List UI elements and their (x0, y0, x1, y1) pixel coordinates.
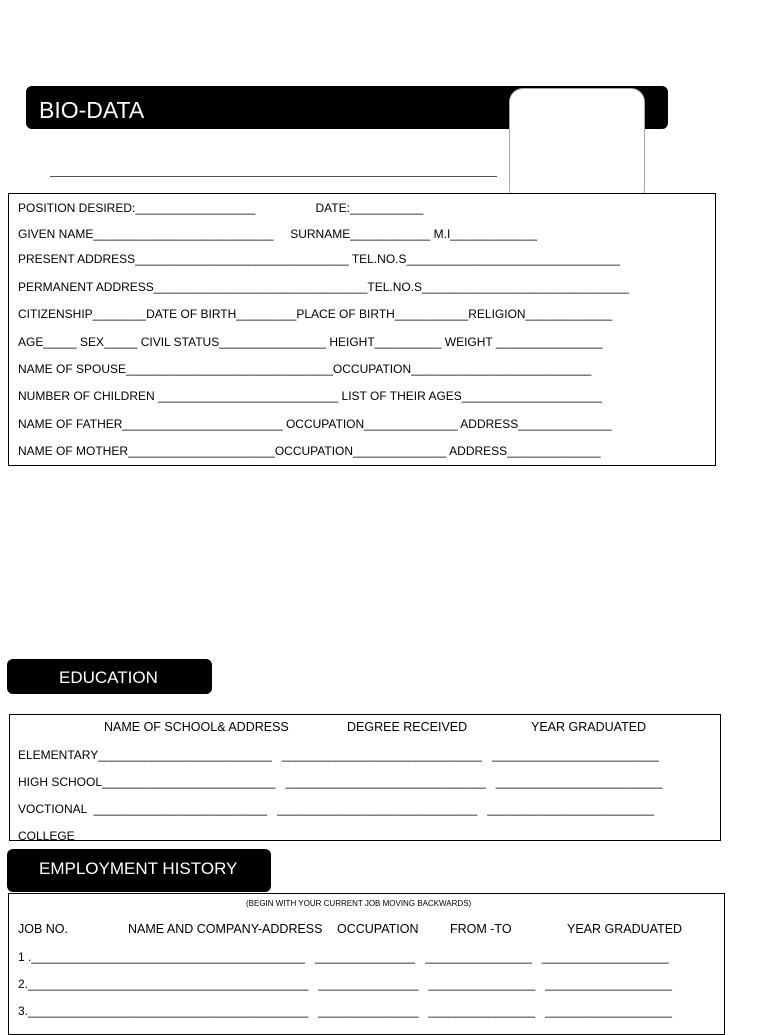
mother-row[interactable]: NAME OF MOTHER______________________OCCUPATION______________ ADDRESS______________ (18, 444, 601, 458)
job-row-2[interactable]: 2.__________________________________________ _______________ ________________ ___________________ (18, 977, 673, 991)
year-graduated-header: YEAR GRADUATED (567, 922, 683, 936)
school-header: NAME OF SCHOOL& ADDRESS (104, 720, 289, 734)
job-row-1[interactable]: 1 ._________________________________________ _______________ ________________ ___________________ (18, 950, 669, 964)
citizenship-row[interactable]: CITIZENSHIP________DATE OF BIRTH_________PLACE OF BIRTH___________RELIGION_____________ (18, 307, 613, 321)
job-no-header: JOB NO. (18, 922, 69, 936)
elementary-row[interactable]: ELEMENTARY__________________________ ______________________________ _________________________ (18, 748, 659, 762)
college-row[interactable]: COLLEGE (18, 829, 75, 840)
name-line[interactable] (50, 176, 497, 177)
occupation-header: OCCUPATION (337, 922, 419, 936)
employment-banner (7, 849, 271, 892)
employment-box (8, 893, 725, 1035)
page-title: BIO-DATA (39, 97, 145, 123)
company-header: NAME AND COMPANY-ADDRESS (128, 922, 323, 936)
high-school-row[interactable]: HIGH SCHOOL__________________________ ______________________________ _________________________ (18, 775, 663, 789)
degree-header: DEGREE RECEIVED (347, 720, 468, 734)
given-name-row[interactable]: GIVEN NAME___________________________ SURNAME____________ M.I_____________ (18, 227, 538, 241)
vocational-row[interactable]: VOCTIONAL __________________________ ______________________________ _________________________ (18, 802, 655, 816)
from-to-header: FROM -TO (450, 922, 512, 936)
education-banner (7, 659, 212, 694)
children-row[interactable]: NUMBER OF CHILDREN ___________________________ LIST OF THEIR AGES_____________________ (18, 389, 602, 403)
education-box (9, 714, 721, 841)
personal-info-box (8, 193, 716, 466)
employment-note: (BEGIN WITH YOUR CURRENT JOB MOVING BACKWARDS) (246, 899, 472, 908)
age-row[interactable]: AGE_____ SEX_____ CIVIL STATUS________________ HEIGHT__________ WEIGHT ________________ (18, 335, 603, 349)
employment-title: EMPLOYMENT HISTORY (39, 859, 238, 878)
education-title: EDUCATION (59, 668, 158, 687)
present-address-row[interactable]: PRESENT ADDRESS________________________________ TEL.NO.S________________________________ (18, 252, 621, 266)
job-row-3[interactable]: 3.__________________________________________ _______________ ________________ ___________________ (18, 1004, 673, 1018)
photo-box[interactable] (509, 88, 645, 204)
position-row[interactable]: POSITION DESIRED:__________________ DATE:___________ (18, 201, 424, 215)
father-row[interactable]: NAME OF FATHER________________________ OCCUPATION______________ ADDRESS______________ (18, 417, 612, 431)
permanent-address-row[interactable]: PERMANENT ADDRESS________________________________TEL.NO.S_______________________________ (18, 280, 629, 294)
year-header: YEAR GRADUATED (531, 720, 647, 734)
spouse-row[interactable]: NAME OF SPOUSE_______________________________OCCUPATION___________________________ (18, 362, 592, 376)
